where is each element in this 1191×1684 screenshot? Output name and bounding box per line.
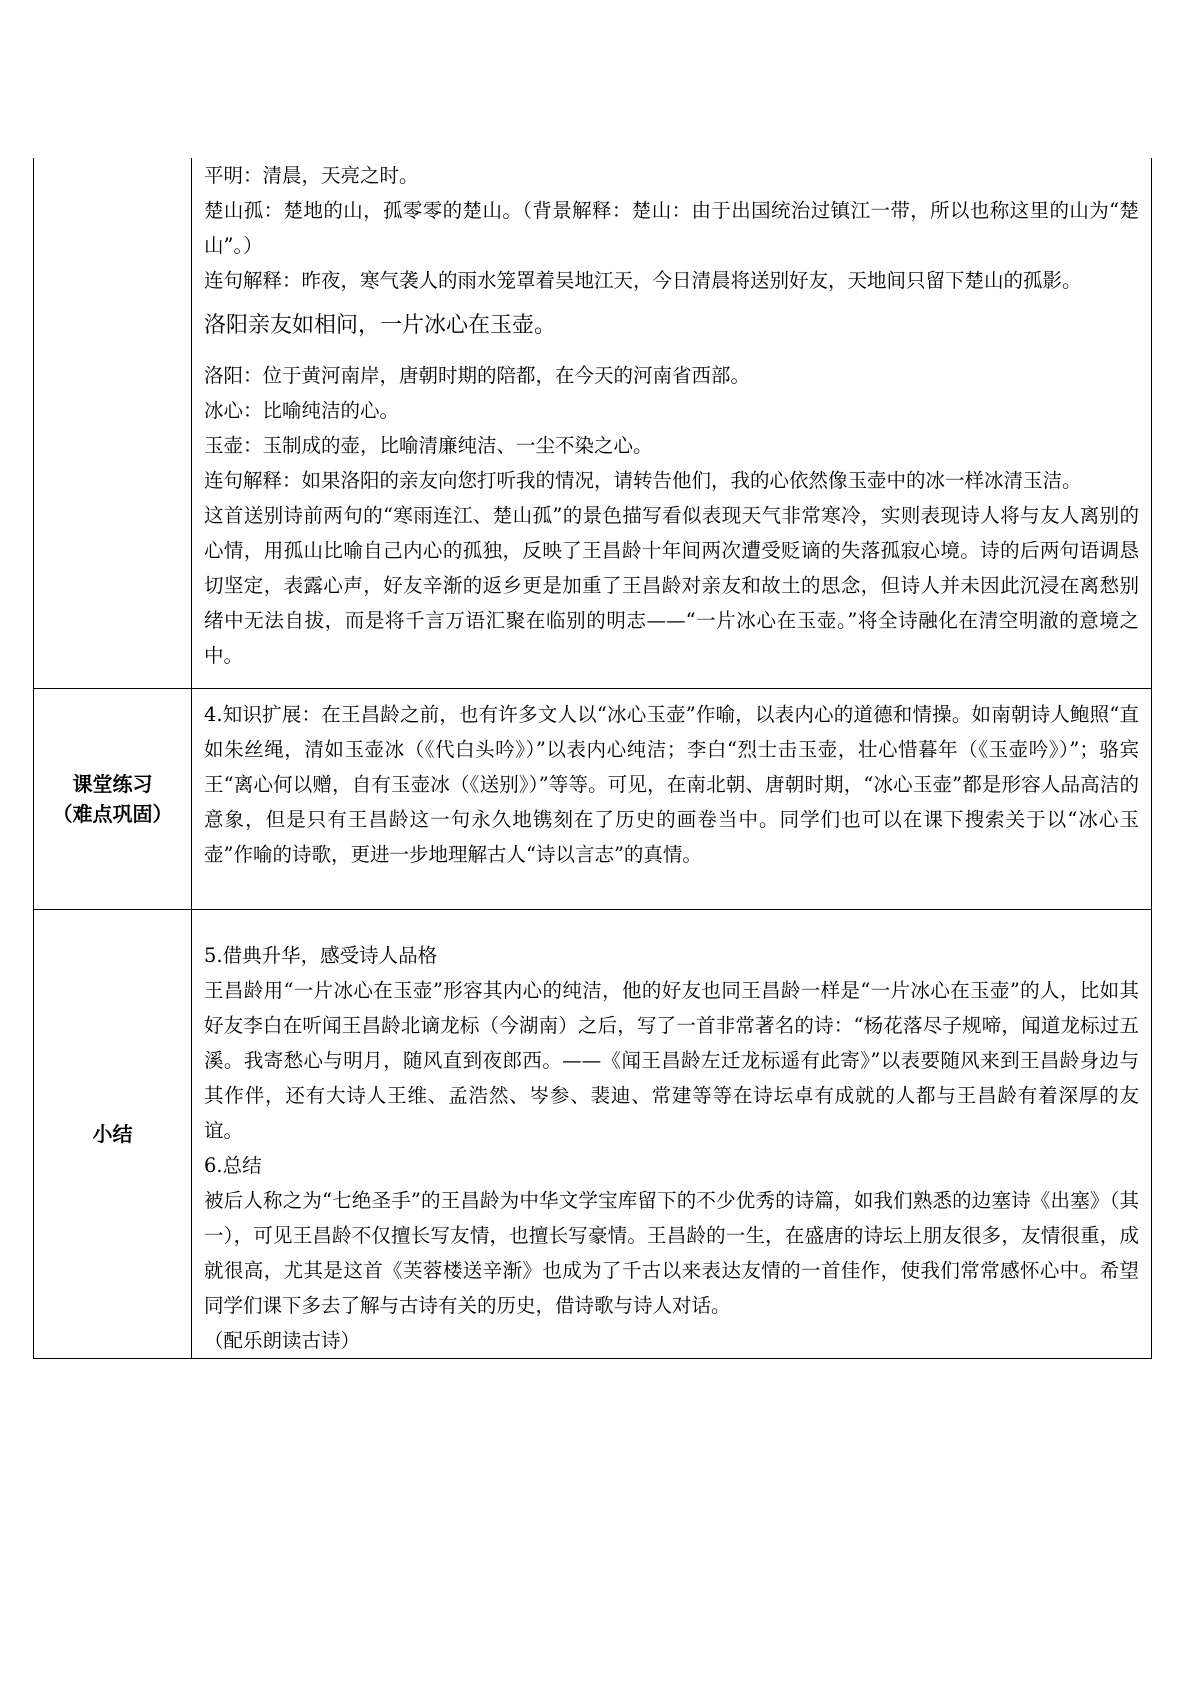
table-row xyxy=(34,689,1152,910)
poem-line-heading: 洛阳亲友如相问，一片冰心在玉壶。 xyxy=(204,313,557,338)
table-row xyxy=(34,910,1152,1359)
definition-bingxin: 冰心：比喻纯洁的心。 xyxy=(204,399,400,422)
closing-note: （配乐朗读古诗） xyxy=(204,1329,361,1352)
row-content-poem-explanation xyxy=(192,158,1152,689)
table-row xyxy=(34,158,1152,689)
label-line-1: 课堂练习 xyxy=(72,772,153,796)
definition-yuhu: 玉壶：玉制成的壶，比喻清廉纯洁、一尘不染之心。 xyxy=(204,434,653,457)
row-label-empty xyxy=(34,158,192,689)
lesson-plan-table xyxy=(33,158,1152,1359)
definition-luoyang: 洛阳：位于黄河南岸，唐朝时期的陪都，在今天的河南省西部。 xyxy=(204,364,751,387)
row-label-summary xyxy=(34,910,192,1359)
section-body-6: 被后人称之为“七绝圣手”的王昌龄为中华文学宝库留下的不少优秀的诗篇，如我们熟悉的边塞诗《出塞》（其一），可见王昌龄不仅擅长写友情，也擅长写豪情。王昌龄的一生，在盛唐的诗坛上朋友很多，友情很重，成就很高，尤其是这首《芙蓉楼送辛渐》也成为了千古以来表达友情的一首佳作，使我们常常感怀心中。希望同学们课下多去了解与古诗有关的历史，借诗歌与诗人对话。 xyxy=(204,1189,1139,1317)
poem-analysis: 这首送别诗前两句的“寒雨连江、楚山孤”的景色描写看似表现天气非常寒冷，实则表现诗人将与友人离别的心情，用孤山比喻自己内心的孤独，反映了王昌龄十年间两次遭受贬谪的失落孤寂心境。诗的后两句语调恳切坚定，表露心声，好友辛渐的返乡更是加重了王昌龄对亲友和故土的思念，但诗人并未因此沉浸在离愁别绪中无法自拔，而是将千言万语汇聚在临别的明志——“一片冰心在玉壶。”将全诗融化在清空明澈的意境之中。 xyxy=(204,504,1139,667)
section-heading-6: 6.总结 xyxy=(204,1154,262,1177)
label-text: 小结 xyxy=(92,1122,133,1146)
line-explanation-2: 连句解释：如果洛阳的亲友向您打听我的情况，请转告他们，我的心依然像玉壶中的冰一样冰清玉洁。 xyxy=(204,469,1082,492)
row-label-classroom-practice xyxy=(34,689,192,910)
section-body-5: 王昌龄用“一片冰心在玉壶”形容其内心的纯洁，他的好友也同王昌龄一样是“一片冰心在玉壶”的人，比如其好友李白在听闻王昌龄北谪龙标（今湖南）之后，写了一首非常著名的诗：“杨花落尽子规啼，闻道龙标过五溪。我寄愁心与明月，随风直到夜郎西。——《闻王昌龄左迁龙标遥有此寄》”以表要随风来到王昌龄身边与其作伴，还有大诗人王维、孟浩然、岑参、裴迪、常建等等在诗坛卓有成就的人都与王昌龄有着深厚的友谊。 xyxy=(204,979,1139,1142)
row-content-summary xyxy=(192,910,1152,1359)
knowledge-extension: 4.知识扩展：在王昌龄之前，也有许多文人以“冰心玉壶”作喻，以表内心的道德和情操。如南朝诗人鲍照“直如朱丝绳，清如玉壶冰（《代白头吟》）”以表内心纯洁；李白“烈士击玉壶，壮心惜暮年（《玉壶吟》）”；骆宾王“离心何以赠，自有玉壶冰（《送别》）”等等。可见，在南北朝、唐朝时期，“冰心玉壶”都是形容人品高洁的意象，但是只有王昌龄这一句永久地镌刻在了历史的画卷当中。同学们也可以在课下搜索关于以“冰心玉壶”作喻的诗歌，更进一步地理解古人“诗以言志”的真情。 xyxy=(204,703,1139,866)
row-content-knowledge-extension xyxy=(192,689,1152,910)
label-line-2: （难点巩固） xyxy=(52,802,173,826)
line-explanation-1: 连句解释：昨夜，寒气袭人的雨水笼罩着吴地江天，今日清晨将送别好友，天地间只留下楚山的孤影。 xyxy=(204,269,1082,292)
definition-pingming: 平明：清晨，天亮之时。 xyxy=(204,164,419,187)
definition-chushangu: 楚山孤：楚地的山，孤零零的楚山。（背景解释：楚山：由于出国统治过镇江一带，所以也称这里的山为“楚山”。） xyxy=(204,199,1139,257)
section-heading-5: 5.借典升华，感受诗人品格 xyxy=(204,944,438,967)
